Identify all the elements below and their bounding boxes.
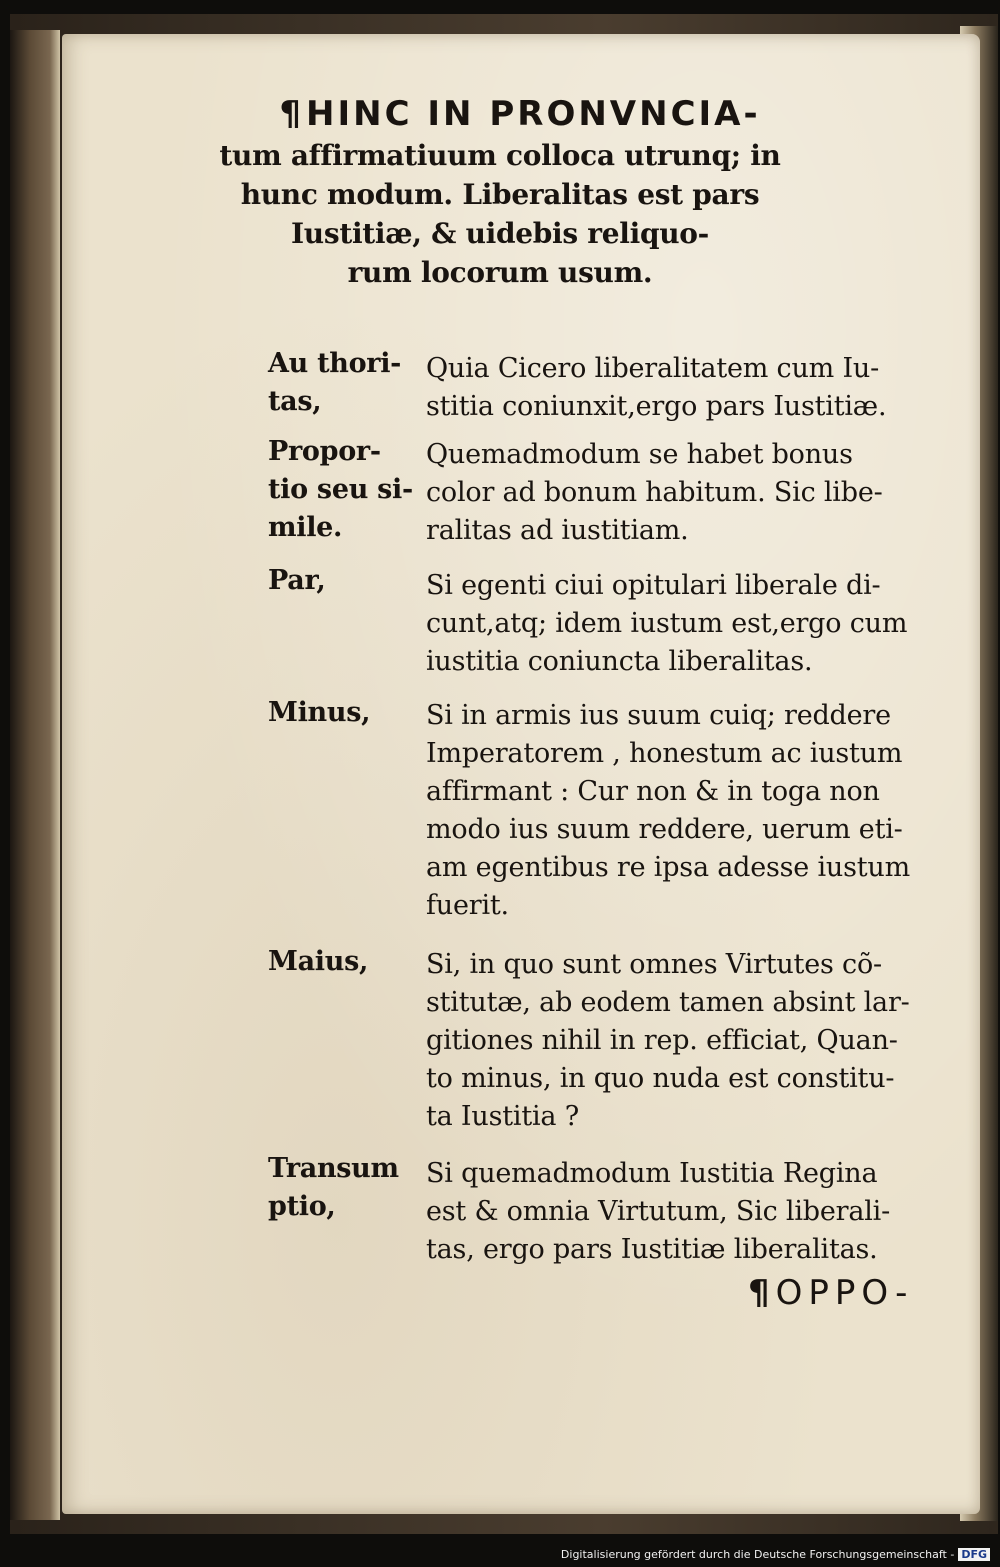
- label-line: Par,: [268, 565, 326, 596]
- text-line: am egentibus re ipsa adesse iustum: [426, 852, 910, 883]
- label-line: Propor-: [268, 436, 381, 467]
- pilcrow-icon: ¶: [279, 94, 305, 134]
- text-line: cunt,atq; idem iustum est,ergo cum: [426, 608, 908, 639]
- entry-label-transumptio: [268, 1150, 418, 1226]
- entry-text-authoritas: [426, 350, 956, 426]
- text-line: gitiones nihil in rep. efficiat, Quan-: [426, 1025, 898, 1056]
- text-line: Si in armis ius suum cuiq; reddere: [426, 700, 891, 731]
- heading-line: Iustitiæ, & uidebis reliquo-: [291, 217, 709, 250]
- text-line: Si, in quo sunt omnes Virtutes cõ-: [426, 949, 882, 980]
- credit-text: Digitalisierung gefördert durch die Deutsche Forschungsgemeinschaft -: [560, 1548, 955, 1561]
- label-line: tio seu si-: [268, 474, 413, 505]
- label-line: Transum: [268, 1153, 399, 1184]
- text-line: modo ius suum reddere, uerum eti-: [426, 814, 903, 845]
- label-line: ptio,: [268, 1191, 336, 1222]
- entry-label-proportio: [268, 433, 418, 547]
- label-line: Minus,: [268, 697, 371, 728]
- text-line: Si egenti ciui opitulari liberale di-: [426, 570, 881, 601]
- heading-line: tum affirmatiuum colloca utrunq; in: [219, 139, 781, 172]
- entry-text-maius: [426, 946, 956, 1136]
- text-line: Si quemadmodum Iustitia Regina: [426, 1158, 878, 1189]
- entry-text-proportio: [426, 436, 956, 550]
- text-line: stitutæ, ab eodem tamen absint lar-: [426, 987, 910, 1018]
- label-line: mile.: [268, 512, 343, 543]
- entry-label-par: [268, 562, 418, 600]
- entry-label-authoritas: [268, 345, 418, 421]
- label-line: Maius,: [268, 946, 369, 977]
- text-line: color ad bonum habitum. Sic libe-: [426, 477, 883, 508]
- entry-label-minus: [268, 694, 418, 732]
- label-line: tas,: [268, 386, 322, 417]
- text-line: affirmant : Cur non & in toga non: [426, 776, 880, 807]
- entry-text-transumptio: [426, 1155, 956, 1269]
- text-line: est & omnia Virtutum, Sic liberali-: [426, 1196, 891, 1227]
- entry-text-minus: [426, 697, 956, 925]
- text-line: Quemadmodum se habet bonus: [426, 439, 853, 470]
- entry-text-par: [426, 567, 956, 681]
- dfg-logo: DFG: [958, 1548, 990, 1561]
- catchword-text: OPPO-: [775, 1273, 914, 1313]
- entry-label-maius: [268, 943, 418, 981]
- text-line: fuerit.: [426, 890, 509, 921]
- text-line: Quia Cicero liberalitatem cum Iu-: [426, 353, 880, 384]
- heading-capitals-line: [0, 92, 1000, 136]
- text-line: Imperatorem , honestum ac iustum: [426, 738, 903, 769]
- text-line: ta Iustitia ?: [426, 1101, 579, 1132]
- heading-line: hunc modum. Liberalitas est pars: [240, 178, 760, 211]
- text-line: ralitas ad iustitiam.: [426, 515, 689, 546]
- label-line: Au thori-: [268, 348, 402, 379]
- digitization-credit: [561, 1548, 990, 1561]
- section-heading: [0, 92, 1000, 292]
- text-line: stitia coniunxit,ergo pars Iustitiæ.: [426, 391, 887, 422]
- heading-caps-text: HINC IN PRONVNCIA-: [306, 94, 761, 134]
- text-line: to minus, in quo nuda est constitu-: [426, 1063, 895, 1094]
- text-line: tas, ergo pars Iustitiæ liberalitas.: [426, 1234, 878, 1265]
- pilcrow-icon: ¶: [748, 1273, 776, 1313]
- text-line: iustitia coniuncta liberalitas.: [426, 646, 813, 677]
- heading-line: rum locorum usum.: [347, 256, 653, 289]
- catchword: [748, 1273, 913, 1313]
